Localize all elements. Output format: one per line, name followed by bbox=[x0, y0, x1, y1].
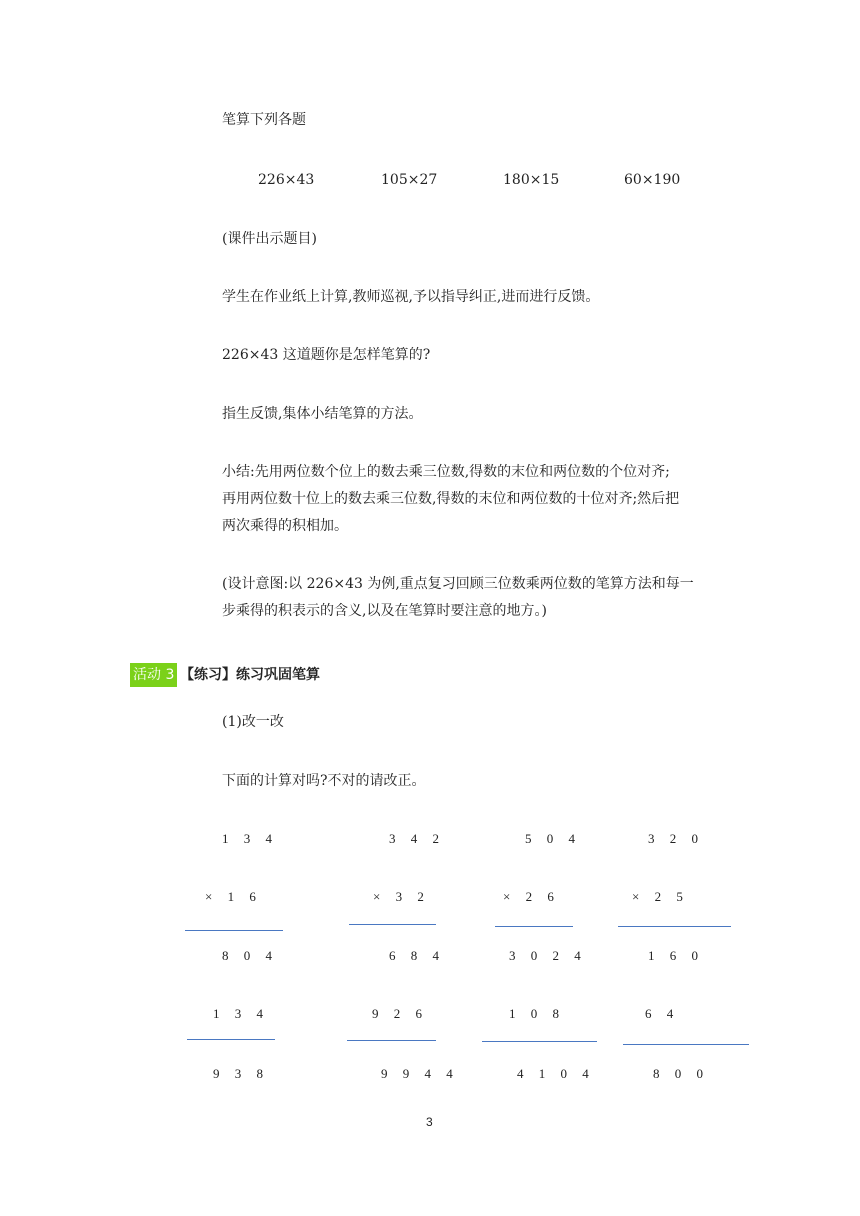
instruction: 下面的计算对吗?不对的请改正。 bbox=[222, 773, 426, 789]
calc-3-rule bbox=[495, 926, 573, 927]
sub-heading-correct: (1)改一改 bbox=[222, 714, 284, 730]
calc-4-rule-2 bbox=[623, 1044, 749, 1045]
calc-1-sum: 9 3 8 bbox=[213, 1066, 269, 1081]
calc-1-rule bbox=[185, 930, 283, 931]
problem-1: 226×43 bbox=[258, 172, 315, 188]
calc-1-mult: × 1 6 bbox=[205, 889, 262, 904]
calc-4-partial-2: 6 4 bbox=[645, 1006, 680, 1021]
calc-1-top: 1 3 4 bbox=[222, 831, 278, 846]
calc-1-rule-2 bbox=[187, 1039, 275, 1040]
calc-4-rule bbox=[618, 926, 731, 927]
courseware-note: (课件出示题目) bbox=[222, 231, 317, 247]
paragraph-student-work: 学生在作业纸上计算,教师巡视,予以指导纠正,进而进行反馈。 bbox=[222, 289, 600, 305]
page-number: 3 bbox=[426, 1115, 433, 1129]
calc-3-mult: × 2 6 bbox=[503, 889, 560, 904]
calc-2-sum: 9 9 4 4 bbox=[381, 1066, 459, 1081]
calc-3-partial-1: 3 0 2 4 bbox=[509, 948, 587, 963]
paragraph-feedback: 指生反馈,集体小结笔算的方法。 bbox=[222, 406, 423, 422]
calc-3-sum: 4 1 0 4 bbox=[517, 1066, 595, 1081]
calc-3-top: 5 0 4 bbox=[525, 831, 581, 846]
calc-4-partial-1: 1 6 0 bbox=[648, 948, 704, 963]
calc-1-partial-1: 8 0 4 bbox=[222, 948, 278, 963]
design-line-1: (设计意图:以 226×43 为例,重点复习回顾三位数乘两位数的笔算方法和每一 bbox=[222, 576, 694, 592]
paragraph-question: 226×43 这道题你是怎样笔算的? bbox=[222, 347, 431, 363]
problem-2: 105×27 bbox=[381, 172, 438, 188]
calc-3-partial-2: 1 0 8 bbox=[509, 1006, 565, 1021]
summary-line-2: 再用两位数十位上的数去乘三位数,得数的末位和两位数的十位对齐;然后把 bbox=[222, 491, 680, 507]
activity-title: 【练习】练习巩固笔算 bbox=[180, 667, 320, 683]
calc-4-mult: × 2 5 bbox=[632, 889, 689, 904]
summary-line-3: 两次乘得的积相加。 bbox=[222, 518, 348, 534]
calc-4-top: 3 2 0 bbox=[648, 831, 704, 846]
calc-1-partial-2: 1 3 4 bbox=[213, 1006, 269, 1021]
problem-4: 60×190 bbox=[624, 172, 681, 188]
calc-2-mult: × 3 2 bbox=[373, 889, 430, 904]
calc-3-rule-2 bbox=[482, 1041, 597, 1042]
calc-2-rule bbox=[349, 924, 436, 925]
summary-line-1: 小结:先用两位数个位上的数去乘三位数,得数的末位和两位数的个位对齐; bbox=[222, 464, 670, 480]
heading: 笔算下列各题 bbox=[222, 112, 306, 128]
calc-2-top: 3 4 2 bbox=[389, 831, 445, 846]
problem-3: 180×15 bbox=[503, 172, 560, 188]
calc-4-sum: 8 0 0 bbox=[653, 1066, 709, 1081]
activity-tag: 活动 3 bbox=[130, 663, 177, 687]
calc-2-partial-2: 9 2 6 bbox=[372, 1006, 428, 1021]
calc-2-partial-1: 6 8 4 bbox=[389, 948, 445, 963]
design-line-2: 步乘得的积表示的含义,以及在笔算时要注意的地方。) bbox=[222, 603, 547, 619]
calc-2-rule-2 bbox=[347, 1040, 436, 1041]
